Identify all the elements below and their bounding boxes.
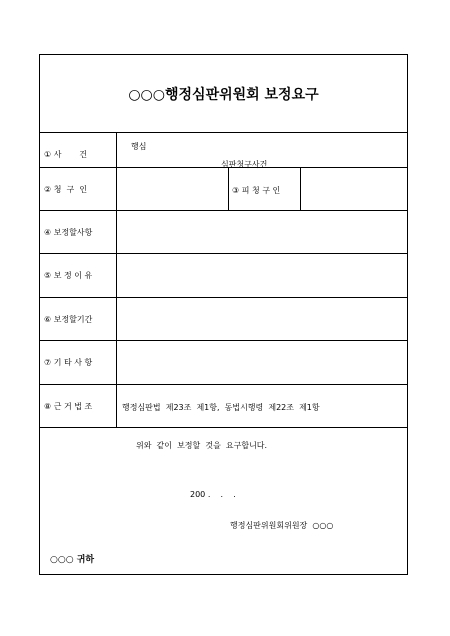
case-label: ① 사 건: [40, 133, 117, 175]
basis-label: ⑧ 근 거 법 조: [40, 385, 117, 428]
divider: [300, 168, 301, 211]
row-period: [40, 297, 407, 341]
footer-section: [40, 427, 407, 576]
request-text: 위와 같이 보정할 것을 요구합니다.: [136, 441, 268, 450]
other-label: ⑦ 기 타 사 항: [40, 341, 117, 384]
form-table: [39, 54, 408, 575]
row-item: [40, 210, 407, 254]
reason-label: ⑤ 보 정 이 유: [40, 254, 117, 297]
claimant-label: ② 청 구 인: [40, 168, 117, 211]
case-prefix: 행심: [131, 142, 147, 151]
signer-line: 행정심판위원회위원장 ○○○: [230, 521, 334, 530]
item-label: ④ 보정할사항: [40, 211, 117, 254]
row-reason: [40, 253, 407, 297]
case-value: 심판청구사건: [221, 160, 268, 169]
row-other: [40, 340, 407, 384]
basis-value: 행정심판법 제23조 제1항, 동법시행령 제22조 제1항: [122, 403, 320, 412]
date-line: 200 . . .: [190, 490, 236, 499]
respondent-label: ③ 피 청 구 인: [232, 186, 281, 195]
addressee: ○○○ 귀하: [50, 555, 95, 565]
row-claimant: [40, 167, 407, 211]
divider: [228, 168, 229, 211]
row-basis: [40, 384, 407, 428]
document-title: ○○○행정심판위원회 보정요구: [128, 86, 319, 103]
period-label: ⑥ 보정할기간: [40, 298, 117, 341]
